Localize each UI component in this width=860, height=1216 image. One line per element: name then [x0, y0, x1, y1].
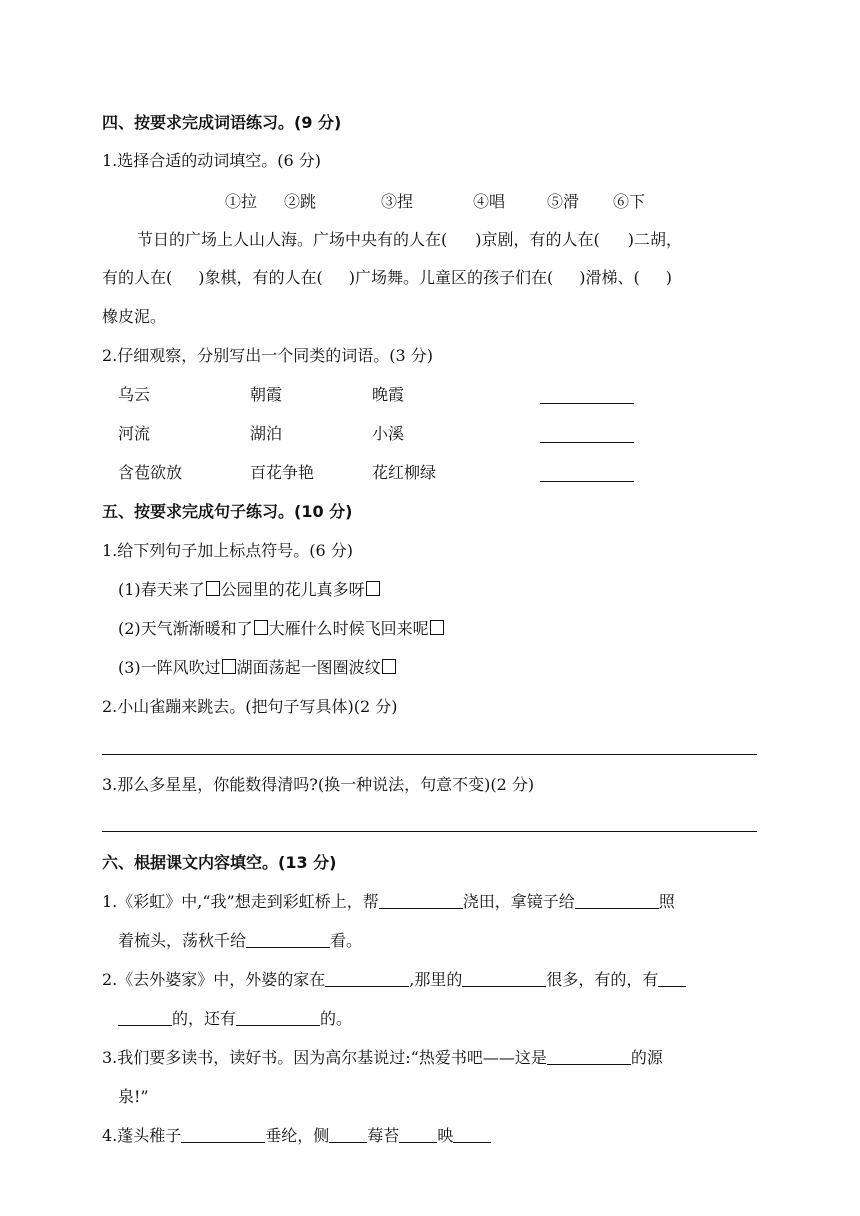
s6-q4: 4.蓬头稚子 垂纶，侧 莓苔 映	[102, 1125, 491, 1147]
s5-q1-title: 1.给下列句子加上标点符号。(6 分)	[102, 541, 354, 560]
fill-blank[interactable]	[658, 970, 686, 987]
s6-q1-line2: 着梳头，荡秋千给 看。	[118, 931, 363, 950]
s5-q3: 3.那么多星星，你能数得清吗?(换一种说法，句意不变)(2 分)	[102, 775, 535, 794]
fill-blank[interactable]	[379, 892, 463, 909]
answer-line[interactable]	[102, 754, 757, 755]
fill-blank[interactable]	[462, 970, 546, 987]
word: 含苞欲放	[118, 463, 183, 482]
word: 晚霞	[372, 385, 405, 404]
word: 河流	[118, 424, 151, 443]
fill-blank[interactable]	[329, 1126, 367, 1143]
fill-blank[interactable]	[181, 1126, 265, 1143]
answer-line[interactable]	[540, 442, 634, 443]
fill-blank[interactable]	[325, 970, 409, 987]
word: 湖泊	[250, 424, 283, 443]
punctuation-box[interactable]	[430, 620, 444, 635]
option: ②跳	[284, 192, 317, 211]
punctuation-box[interactable]	[206, 581, 220, 596]
answer-line[interactable]	[102, 831, 757, 832]
option: ③捏	[381, 192, 414, 211]
word: 乌云	[118, 385, 151, 404]
word: 小溪	[372, 424, 405, 443]
s4-q1-passage-line3: 橡皮泥。	[102, 307, 167, 326]
section-6-title: 六、根据课文内容填空。(13 分)	[102, 853, 337, 872]
fill-blank[interactable]	[246, 931, 330, 948]
word: 百花争艳	[250, 463, 315, 482]
s6-q1-line1: 1.《彩虹》中,“我”想走到彩虹桥上，帮 浇田，拿镜子给 照	[102, 892, 675, 911]
fill-blank[interactable]	[118, 1009, 172, 1026]
word: 朝霞	[250, 385, 283, 404]
punctuation-box[interactable]	[222, 659, 236, 674]
punctuation-box[interactable]	[254, 620, 268, 635]
option: ⑤滑	[547, 192, 580, 211]
s5-q1-item: (2)天气渐渐暖和了 大雁什么时候飞回来呢	[118, 618, 445, 640]
s5-q1-item: (3)一阵风吹过 湖面荡起一图圈波纹	[118, 657, 397, 679]
fill-blank[interactable]	[453, 1126, 491, 1143]
punctuation-box[interactable]	[382, 659, 396, 674]
option: ①拉	[225, 192, 258, 211]
s4-q2-title: 2.仔细观察，分别写出一个同类的词语。(3 分)	[102, 346, 434, 365]
option: ⑥下	[613, 192, 646, 211]
s6-q3-line1: 3.我们要多读书，读好书。因为高尔基说过:“热爱书吧——这是 的源	[102, 1048, 663, 1067]
s4-q1-title: 1.选择合适的动词填空。(6 分)	[102, 151, 322, 170]
fill-blank[interactable]	[547, 1048, 631, 1065]
section-5-title: 五、按要求完成句子练习。(10 分)	[102, 502, 353, 521]
s4-q1-passage-line2: 有的人在( )象棋，有的人在( )广场舞。儿童区的孩子们在( )滑梯、( )	[102, 268, 672, 287]
answer-line[interactable]	[540, 481, 634, 482]
option: ④唱	[473, 192, 506, 211]
s4-q1-passage-line1: 节日的广场上人山人海。广场中央有的人在( )京剧，有的人在( )二胡，	[137, 230, 682, 249]
s5-q2: 2.小山雀蹦来跳去。(把句子写具体)(2 分)	[102, 697, 398, 716]
fill-blank[interactable]	[236, 1009, 320, 1026]
s6-q3-line2: 泉!”	[118, 1087, 149, 1106]
s6-q2-line2: 的，还有 的。	[118, 1008, 352, 1030]
section-4-title: 四、按要求完成词语练习。(9 分)	[102, 113, 342, 132]
s6-q2-line1: 2.《去外婆家》中，外婆的家在 ,那里的 很多，有的，有	[102, 969, 686, 991]
fill-blank[interactable]	[575, 892, 659, 909]
answer-line[interactable]	[540, 403, 634, 404]
punctuation-box[interactable]	[366, 581, 380, 596]
fill-blank[interactable]	[399, 1126, 437, 1143]
s5-q1-item: (1)春天来了 公园里的花儿真多呀	[118, 579, 381, 601]
word: 花红柳绿	[372, 463, 437, 482]
